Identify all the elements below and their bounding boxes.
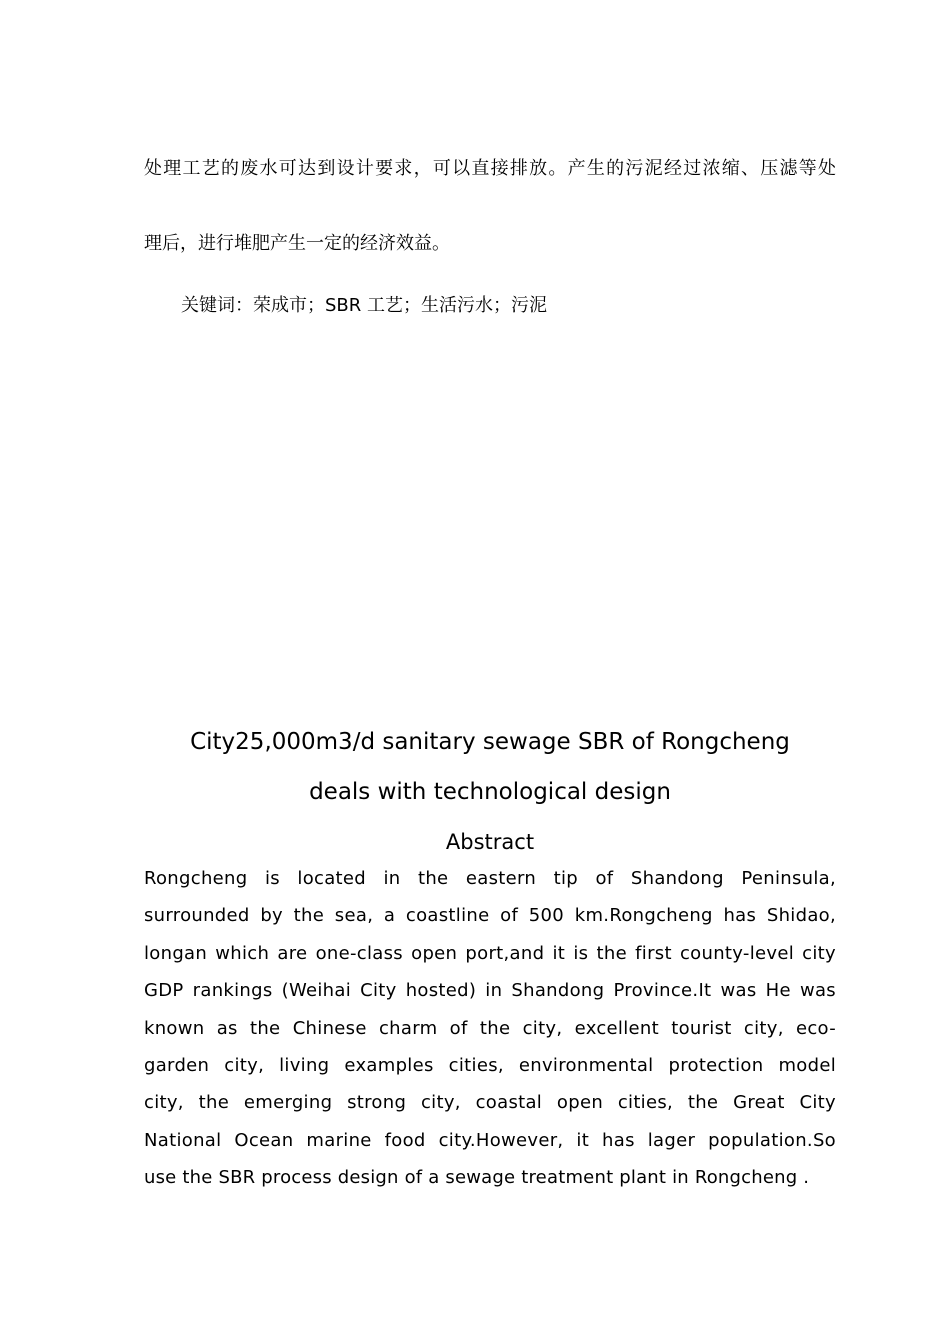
abstract-body: [144, 866, 836, 1203]
abstract-line: garden city, living examples cities, environmental protection model: [144, 1054, 836, 1076]
english-title-line-2: deals with technological design: [309, 779, 671, 805]
abstract-line: National Ocean marine food city.However, it has lager population.So: [144, 1129, 836, 1151]
chinese-paragraph-line-1: 处理工艺的废水可达到设计要求，可以直接排放。产生的污泥经过浓缩、压滤等处: [144, 158, 836, 179]
chinese-paragraph-line-2: 理后，进行堆肥产生一定的经济效益。: [144, 233, 450, 254]
abstract-line: known as the Chinese charm of the city, excellent tourist city, eco-: [144, 1017, 836, 1039]
abstract-line: city, the emerging strong city, coastal open cities, the Great City: [144, 1092, 836, 1114]
abstract-line: GDP rankings (Weihai City hosted) in Shandong Province.It was He was: [144, 980, 836, 1002]
abstract-heading: Abstract: [445, 830, 535, 854]
abstract-line: Rongcheng is located in the eastern tip of Shandong Peninsula,: [144, 868, 836, 889]
abstract-line: surrounded by the sea, a coastline of 500 km.Rongcheng has Shidao,: [144, 905, 836, 927]
keywords-line: 关键词：荣成市；SBR 工艺；生活污水；污泥: [181, 295, 548, 316]
abstract-line: use the SBR process design of a sewage treatment plant in Rongcheng .: [144, 1167, 810, 1189]
english-title-line-1: City25,000m3/d sanitary sewage SBR of Rongcheng: [190, 729, 790, 755]
abstract-line: longan which are one-class open port,and it is the first county-level city: [144, 942, 836, 964]
